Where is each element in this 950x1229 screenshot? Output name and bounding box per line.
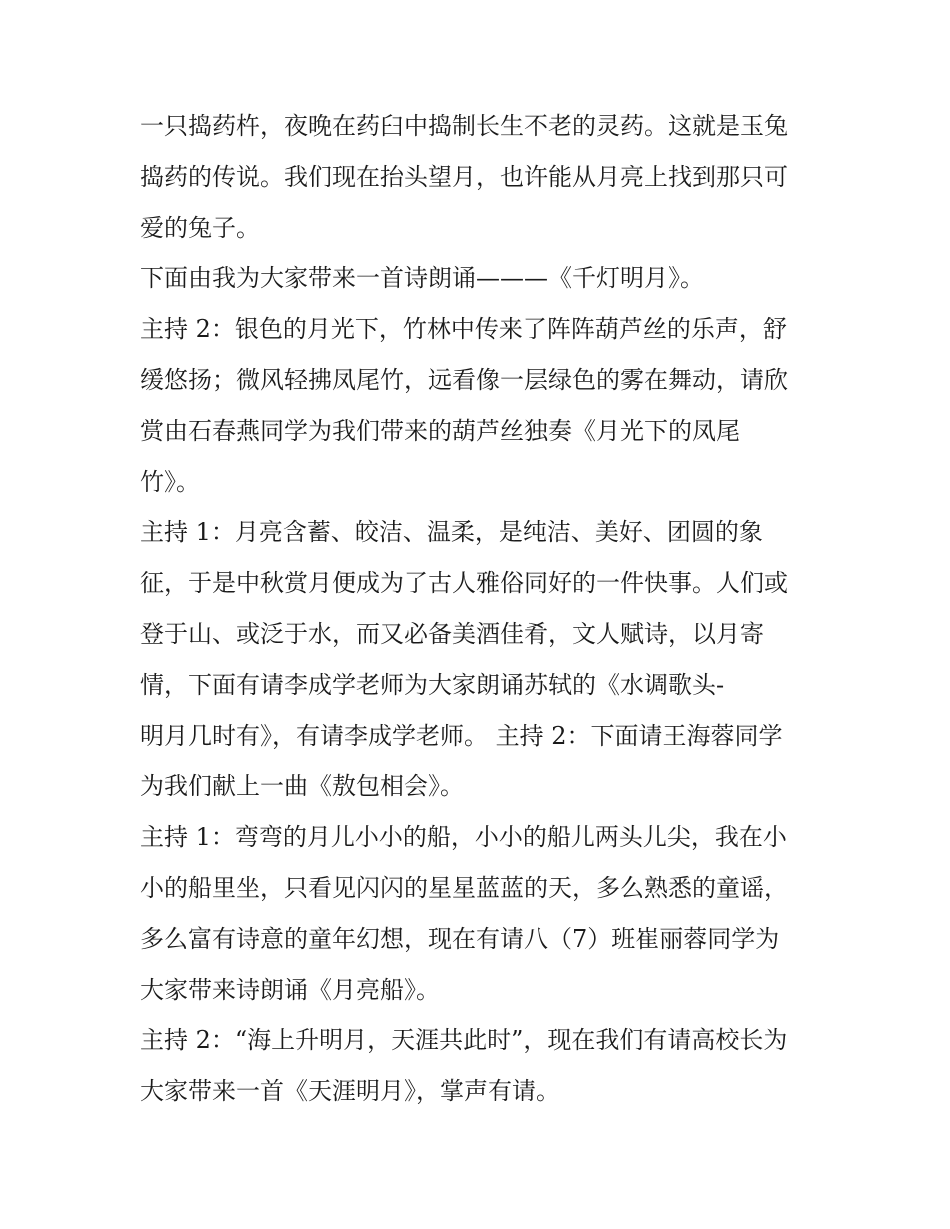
text-line: 赏由石春燕同学为我们带来的葫芦丝独奏《月光下的凤尾	[140, 416, 740, 445]
text-line: 主持 2：“海上升明月，天涯共此时”，现在我们有请高校长为	[140, 1026, 788, 1055]
document-page	[140, 101, 820, 1117]
paragraph-jade-rabbit-legend	[140, 101, 820, 253]
text-line: 多么富有诗意的童年幻想，现在有请八（7）班崔丽蓉同学为	[140, 924, 780, 953]
paragraph-host2-principal	[140, 1015, 820, 1117]
text-line: 大家带来诗朗诵《月亮船》。	[140, 975, 440, 1004]
text-line: 主持 2：银色的月光下，竹林中传来了阵阵葫芦丝的乐声，舒	[140, 315, 787, 344]
text-line: 主持 1：弯弯的月儿小小的船，小小的船儿两头儿尖，我在小	[140, 823, 787, 852]
text-line: 小的船里坐，只看见闪闪的星星蓝蓝的天，多么熟悉的童谣，	[140, 873, 788, 902]
text-line: 捣药的传说。我们现在抬头望月，也许能从月亮上找到那只可	[140, 162, 788, 191]
text-line: 一只捣药杵，夜晚在药臼中捣制长生不老的灵药。这就是玉兔	[140, 112, 788, 140]
paragraph-host2-hulusi	[140, 304, 820, 507]
paragraph-poem-intro	[140, 253, 820, 304]
text-line: 明月几时有》，有请李成学老师。 主持 2：下面请王海蓉同学	[140, 721, 783, 750]
text-line: 登于山、或泛于水，而又必备美酒佳肴，文人赋诗，以月寄	[140, 619, 764, 648]
text-line: 爱的兔子。	[140, 213, 260, 242]
text-line: 大家带来一首《天涯明月》，掌声有请。	[140, 1077, 560, 1106]
text-line: 下面由我为大家带来一首诗朗诵———《千灯明月》。	[140, 264, 704, 293]
text-line: 为我们献上一曲《敖包相会》。	[140, 772, 464, 801]
paragraph-host1-moon-boat	[140, 812, 820, 1015]
text-line: 主持 1：月亮含蓄、皎洁、温柔，是纯洁、美好、团圆的象	[140, 518, 763, 547]
text-line: 情，下面有请李成学老师为大家朗诵苏轼的《水调歌头-	[140, 670, 725, 699]
paragraph-host1-moon-appreciation	[140, 507, 820, 812]
text-line: 竹》。	[140, 467, 200, 496]
text-line: 征，于是中秋赏月便成为了古人雅俗同好的一件快事。人们或	[140, 569, 788, 598]
text-line: 缓悠扬；微风轻拂凤尾竹，远看像一层绿色的雾在舞动，请欣	[140, 365, 788, 394]
